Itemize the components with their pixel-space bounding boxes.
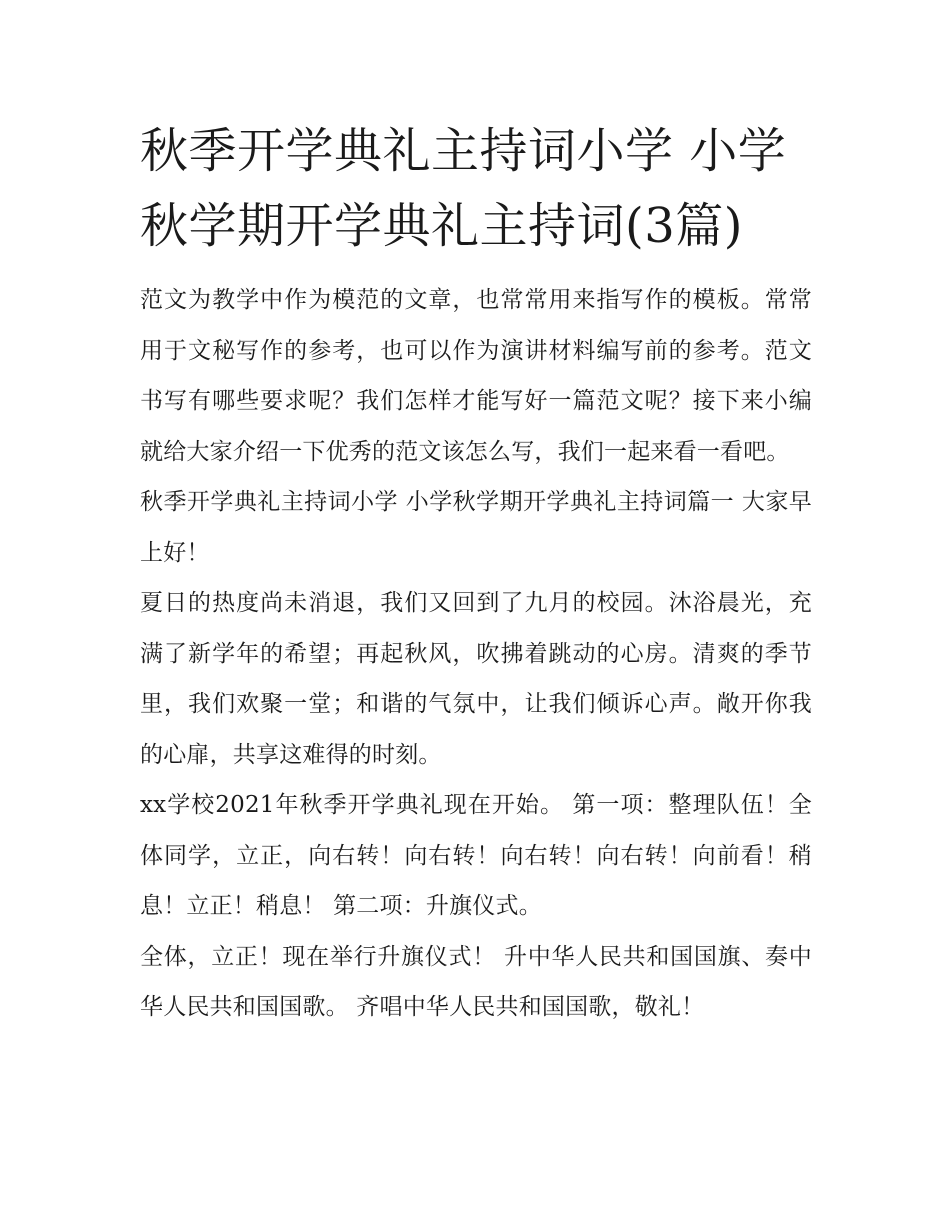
document-page	[140, 114, 812, 1033]
document-title: 秋季开学典礼主持词小学 小学秋学期开学典礼主持词(3篇)	[140, 123, 787, 254]
ceremony-start-paragraph: xx学校2021年秋季开学典礼现在开始。 第一项：整理队伍！全体同学，立正，向右转！向右转！向右转！向右转！向前看！稍息！立正！稍息！ 第二项：升旗仪式。	[140, 792, 812, 919]
greeting-paragraph: 秋季开学典礼主持词小学 小学秋学期开学典礼主持词篇一 大家早上好！	[140, 489, 812, 566]
intro-paragraph: 范文为教学中作为模范的文章，也常常用来指写作的模板。常常用于文秘写作的参考，也可以作为演讲材料编写前的参考。范文书写有哪些要求呢？我们怎样才能写好一篇范文呢？接下来小编就给大家介绍一下优秀的范文该怎么写，我们一起来看一看吧。	[140, 287, 812, 465]
opening-paragraph: 夏日的热度尚未消退，我们又回到了九月的校园。沐浴晨光，充满了新学年的希望；再起秋风，吹拂着跳动的心房。清爽的季节里，我们欢聚一堂；和谐的气氛中，让我们倾诉心声。敞开你我的心扉，共享这难得的时刻。	[140, 590, 812, 768]
flag-ceremony-paragraph: 全体，立正！现在举行升旗仪式！ 升中华人民共和国国旗、奏中华人民共和国国歌。 齐唱中华人民共和国国歌，敬礼！	[140, 943, 812, 1020]
